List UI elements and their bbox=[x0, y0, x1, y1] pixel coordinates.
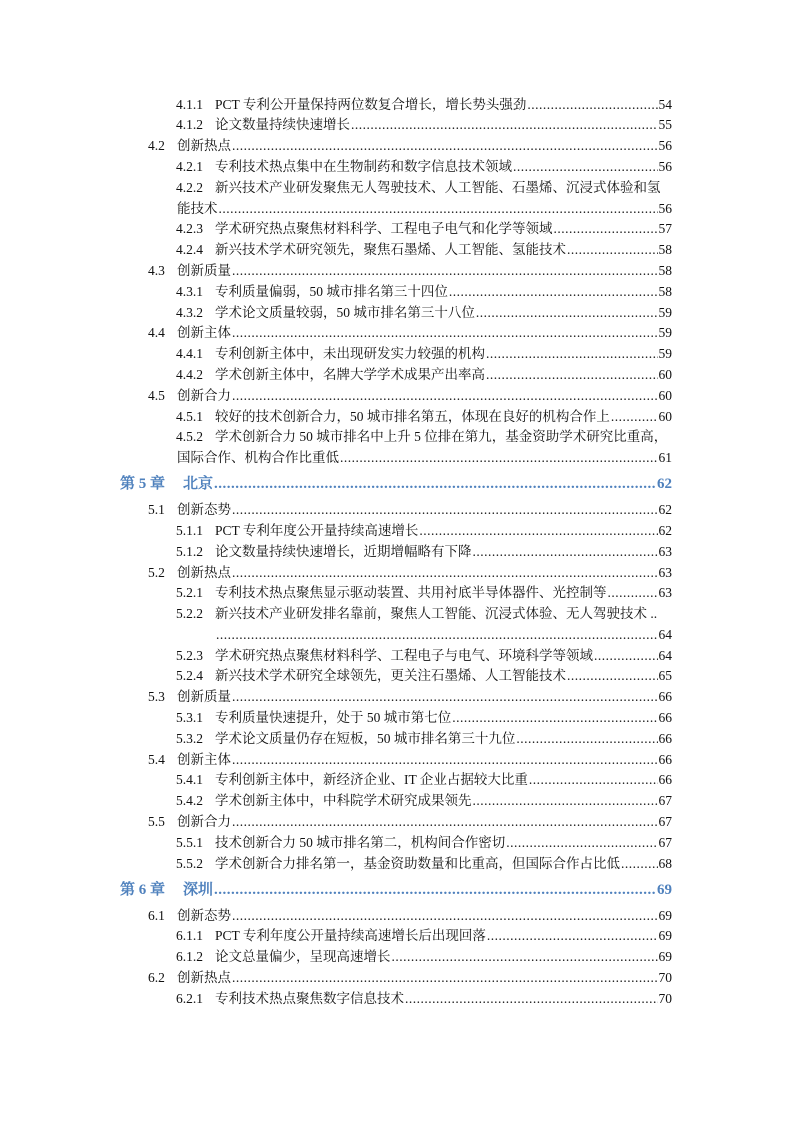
toc-section-entry[interactable] bbox=[0, 687, 793, 708]
toc-entry-number: 5.5.2 bbox=[176, 855, 203, 871]
toc-section-entry[interactable] bbox=[0, 906, 793, 927]
toc-section-entry[interactable] bbox=[0, 261, 793, 282]
toc-entry-number: 第 5 章 bbox=[120, 476, 166, 493]
toc-entry-number: 5.2 bbox=[148, 564, 165, 580]
toc-entry-page: 70 bbox=[658, 970, 672, 986]
toc-entry-body bbox=[177, 563, 672, 584]
toc-entry-number: 5.3 bbox=[148, 689, 165, 705]
toc-entry-title: 专利创新主体中，新经济企业、IT 企业占据较大比重 bbox=[215, 772, 528, 788]
toc-subsection-entry[interactable] bbox=[0, 542, 793, 563]
dot-leader bbox=[452, 708, 657, 729]
dot-leader bbox=[594, 646, 658, 667]
toc-entry-title: 创新主体 bbox=[177, 751, 231, 767]
toc-subsection-entry[interactable] bbox=[0, 729, 793, 750]
toc-entry-number: 5.4.1 bbox=[176, 772, 203, 788]
toc-entry-page: 64 bbox=[658, 647, 672, 663]
toc-subsection-entry[interactable] bbox=[0, 407, 793, 428]
dot-leader bbox=[232, 906, 658, 927]
toc-entry-number: 5.5.1 bbox=[176, 834, 203, 850]
toc-entry-page: 59 bbox=[658, 325, 672, 341]
toc-entry-title: 创新热点 bbox=[177, 970, 231, 986]
toc-entry-body bbox=[215, 833, 672, 854]
toc-entry-body bbox=[177, 750, 672, 771]
toc-entry-body bbox=[177, 323, 672, 344]
dot-leader bbox=[473, 791, 658, 812]
toc-entry-page: 63 bbox=[658, 564, 672, 580]
dot-leader bbox=[554, 219, 658, 240]
toc-entry-number: 6.1.2 bbox=[176, 949, 203, 965]
toc-entry-body bbox=[177, 386, 672, 407]
toc-entry-number: 5.2.1 bbox=[176, 585, 203, 601]
toc-entry-body bbox=[215, 708, 672, 729]
toc-entry-body bbox=[215, 427, 672, 448]
toc-section-entry[interactable] bbox=[0, 500, 793, 521]
toc-section-entry[interactable] bbox=[0, 323, 793, 344]
dot-leader bbox=[449, 282, 658, 303]
toc-entry-page: 60 bbox=[658, 387, 672, 403]
toc-entry-title: 学术研究热点聚焦材料科学、工程电子与电气、环境科学等领域 bbox=[215, 647, 593, 663]
toc-entry-body bbox=[183, 880, 672, 901]
toc-entry-title: 创新合力 bbox=[177, 387, 231, 403]
dot-leader bbox=[232, 812, 658, 833]
toc-entry-title: 较好的技术创新合力，50 城市排名第五，体现在良好的机构合作上 bbox=[215, 408, 610, 424]
dot-leader bbox=[419, 521, 657, 542]
toc-entry-title: 学术创新主体中，中科院学术研究成果领先 bbox=[215, 793, 472, 809]
dot-leader bbox=[392, 947, 658, 968]
toc-entry-page: 69 bbox=[658, 928, 672, 944]
toc-section-entry[interactable] bbox=[0, 386, 793, 407]
toc-entry-body bbox=[215, 157, 672, 178]
dot-leader bbox=[621, 854, 658, 875]
toc-entry-page: 61 bbox=[658, 450, 672, 466]
toc-subsection-entry[interactable] bbox=[0, 427, 793, 448]
toc-entry-continuation[interactable] bbox=[0, 625, 793, 646]
toc-entry-continuation[interactable] bbox=[0, 448, 793, 469]
dot-leader bbox=[486, 365, 658, 386]
toc-entry-number: 5.3.2 bbox=[176, 730, 203, 746]
toc-subsection-entry[interactable] bbox=[0, 521, 793, 542]
toc-entry-number: 4.5.2 bbox=[176, 429, 203, 445]
toc-entry-page: 58 bbox=[658, 283, 672, 299]
toc-entry-body bbox=[215, 770, 672, 791]
toc-entry-title: 专利质量偏弱，50 城市排名第三十四位 bbox=[215, 283, 448, 299]
dot-leader bbox=[516, 729, 657, 750]
toc-entry-body bbox=[177, 687, 672, 708]
dot-leader bbox=[567, 666, 658, 687]
toc-entry-page: 63 bbox=[658, 585, 672, 601]
toc-subsection-entry[interactable] bbox=[0, 178, 793, 199]
toc-entry-number: 4.3.1 bbox=[176, 283, 203, 299]
toc-entry-page: 62 bbox=[658, 522, 672, 538]
dot-leader bbox=[232, 968, 658, 989]
dot-leader bbox=[608, 583, 658, 604]
toc-entry-page: 62 bbox=[658, 502, 672, 518]
toc-entry-number: 4.2.4 bbox=[176, 242, 203, 258]
toc-entry-page: 69 bbox=[658, 907, 672, 923]
toc-entry-number: 4.2 bbox=[148, 138, 165, 154]
toc-entry-body bbox=[215, 666, 672, 687]
toc-entry-number: 4.1.2 bbox=[176, 117, 203, 133]
toc-entry-page: 59 bbox=[658, 346, 672, 362]
toc-subsection-entry[interactable] bbox=[0, 833, 793, 854]
toc-entry-number: 第 6 章 bbox=[120, 881, 166, 898]
toc-chapter-entry[interactable] bbox=[0, 474, 793, 495]
toc-entry-number: 6.2.1 bbox=[176, 990, 203, 1006]
toc-entry-body bbox=[215, 854, 672, 875]
dot-leader bbox=[214, 880, 656, 901]
toc-section-entry[interactable] bbox=[0, 968, 793, 989]
dot-leader bbox=[232, 323, 658, 344]
toc-entry-body bbox=[215, 282, 672, 303]
dot-leader bbox=[219, 199, 658, 220]
toc-entry-number: 4.1.1 bbox=[176, 96, 203, 112]
toc-entry-title: PCT 专利年度公开量持续高速增长 bbox=[215, 522, 419, 538]
toc-entry-title: 论文总量偏少，呈现高速增长 bbox=[215, 949, 391, 965]
toc-entry-body bbox=[215, 365, 672, 386]
table-of-contents bbox=[0, 95, 793, 1010]
toc-entry-body bbox=[215, 542, 672, 563]
toc-entry-title: 创新热点 bbox=[177, 138, 231, 154]
toc-entry-title: 学术创新合力排名第一，基金资助数量和比重高，但国际合作占比低 bbox=[215, 855, 620, 871]
toc-subsection-entry[interactable] bbox=[0, 219, 793, 240]
toc-entry-body bbox=[215, 521, 672, 542]
toc-entry-page: 66 bbox=[658, 710, 672, 726]
toc-entry-body bbox=[215, 303, 672, 324]
toc-entry-page: 58 bbox=[658, 262, 672, 278]
toc-entry-page: 68 bbox=[658, 855, 672, 871]
toc-entry-title: 学术论文质量较弱，50 城市排名第三十八位 bbox=[215, 304, 475, 320]
toc-entry-title: 创新态势 bbox=[177, 502, 231, 518]
toc-entry-title: 专利技术热点集中在生物制药和数字信息技术领域 bbox=[215, 158, 512, 174]
toc-entry-page: 70 bbox=[658, 990, 672, 1006]
toc-subsection-entry[interactable] bbox=[0, 604, 793, 625]
toc-subsection-entry[interactable] bbox=[0, 854, 793, 875]
toc-entry-body bbox=[177, 136, 672, 157]
toc-entry-number: 4.4.2 bbox=[176, 366, 203, 382]
dot-leader bbox=[529, 770, 658, 791]
toc-entry-body bbox=[215, 926, 672, 947]
toc-entry-page: 57 bbox=[658, 221, 672, 237]
toc-subsection-entry[interactable] bbox=[0, 791, 793, 812]
toc-entry-body bbox=[177, 812, 672, 833]
toc-entry-title: 专利技术热点聚焦数字信息技术 bbox=[215, 990, 404, 1006]
toc-entry-title: 技术创新合力 50 城市排名第二，机构间合作密切 bbox=[215, 834, 506, 850]
dot-leader bbox=[232, 386, 658, 407]
dot-leader bbox=[487, 926, 658, 947]
dot-leader bbox=[506, 833, 657, 854]
toc-entry-page: 63 bbox=[658, 543, 672, 559]
toc-subsection-entry[interactable] bbox=[0, 770, 793, 791]
toc-entry-page: 69 bbox=[657, 881, 672, 898]
toc-entry-title-continuation: 国际合作、机构合作比重低 bbox=[177, 450, 339, 466]
toc-entry-body bbox=[215, 791, 672, 812]
dot-leader bbox=[232, 261, 658, 282]
dot-leader bbox=[232, 563, 658, 584]
toc-entry-page: 58 bbox=[658, 242, 672, 258]
toc-entry-title: 新兴技术产业研发聚焦无人驾驶技术、人工智能、石墨烯、沉浸式体验和氢 bbox=[215, 179, 661, 195]
toc-entry-page: 54 bbox=[658, 96, 672, 112]
toc-entry-page: 66 bbox=[658, 730, 672, 746]
toc-entry-body bbox=[177, 906, 672, 927]
toc-entry-body bbox=[215, 604, 672, 625]
toc-subsection-entry[interactable] bbox=[0, 303, 793, 324]
toc-entry-page: 67 bbox=[658, 834, 672, 850]
dot-leader bbox=[405, 989, 658, 1010]
toc-entry-number: 6.2 bbox=[148, 970, 165, 986]
toc-subsection-entry[interactable] bbox=[0, 282, 793, 303]
dot-leader bbox=[351, 115, 658, 136]
toc-entry-page: 56 bbox=[658, 158, 672, 174]
dot-leader bbox=[476, 303, 658, 324]
toc-entry-page: 69 bbox=[658, 949, 672, 965]
toc-entry-body bbox=[177, 261, 672, 282]
toc-subsection-entry[interactable] bbox=[0, 989, 793, 1010]
toc-entry-number: 4.3 bbox=[148, 262, 165, 278]
toc-entry-title: 专利创新主体中，未出现研发实力较强的机构 bbox=[215, 346, 485, 362]
toc-entry-body bbox=[215, 240, 672, 261]
toc-entry-body bbox=[215, 407, 672, 428]
toc-entry-body bbox=[177, 968, 672, 989]
toc-subsection-entry[interactable] bbox=[0, 583, 793, 604]
dot-leader bbox=[214, 474, 656, 495]
toc-entry-page: 56 bbox=[658, 138, 672, 154]
toc-entry-number: 5.4.2 bbox=[176, 793, 203, 809]
dot-leader bbox=[527, 95, 657, 116]
toc-entry-page: 56 bbox=[658, 200, 672, 216]
toc-entry-continuation[interactable] bbox=[0, 199, 793, 220]
toc-entry-title: 新兴技术学术研究领先，聚焦石墨烯、人工智能、氢能技术 bbox=[215, 242, 566, 258]
toc-entry-number: 5.5 bbox=[148, 814, 165, 830]
toc-subsection-entry[interactable] bbox=[0, 365, 793, 386]
dot-leader bbox=[513, 157, 658, 178]
toc-subsection-entry[interactable] bbox=[0, 95, 793, 116]
toc-subsection-entry[interactable] bbox=[0, 708, 793, 729]
toc-entry-number: 4.4 bbox=[148, 325, 165, 341]
toc-subsection-entry[interactable] bbox=[0, 157, 793, 178]
toc-entry-number: 5.2.3 bbox=[176, 647, 203, 663]
toc-entry-body bbox=[215, 178, 672, 199]
toc-entry-number: 5.2.2 bbox=[176, 606, 203, 622]
toc-section-entry[interactable] bbox=[0, 812, 793, 833]
toc-entry-title: 论文数量持续快速增长，近期增幅略有下降 bbox=[215, 543, 472, 559]
toc-entry-number: 4.2.3 bbox=[176, 221, 203, 237]
toc-entry-number: 6.1.1 bbox=[176, 928, 203, 944]
toc-entry-body bbox=[177, 448, 672, 469]
toc-entry-title: 学术研究热点聚焦材料科学、工程电子电气和化学等领域 bbox=[215, 221, 553, 237]
dot-leader bbox=[340, 448, 658, 469]
toc-entry-number: 4.3.2 bbox=[176, 304, 203, 320]
toc-entry-number: 5.3.1 bbox=[176, 710, 203, 726]
toc-entry-title: 创新热点 bbox=[177, 564, 231, 580]
toc-entry-number: 5.1.2 bbox=[176, 543, 203, 559]
toc-entry-number: 4.4.1 bbox=[176, 346, 203, 362]
toc-subsection-entry[interactable] bbox=[0, 926, 793, 947]
toc-entry-page: 65 bbox=[658, 668, 672, 684]
toc-entry-body bbox=[215, 989, 672, 1010]
toc-section-entry[interactable] bbox=[0, 563, 793, 584]
toc-entry-title: 学术论文质量仍存在短板，50 城市排名第三十九位 bbox=[215, 730, 516, 746]
dot-leader bbox=[486, 344, 658, 365]
toc-entry-body bbox=[215, 344, 672, 365]
toc-subsection-entry[interactable] bbox=[0, 666, 793, 687]
toc-subsection-entry[interactable] bbox=[0, 344, 793, 365]
toc-section-entry[interactable] bbox=[0, 136, 793, 157]
toc-entry-title: 新兴技术学术研究全球领先，更关注石墨烯、人工智能技术 bbox=[215, 668, 566, 684]
toc-entry-body bbox=[215, 646, 672, 667]
toc-entry-number: 4.2.1 bbox=[176, 158, 203, 174]
toc-entry-number: 5.1.1 bbox=[176, 522, 203, 538]
toc-entry-title: PCT 专利年度公开量持续高速增长后出现回落 bbox=[215, 928, 486, 944]
toc-entry-number: 5.4 bbox=[148, 751, 165, 767]
toc-entry-page: 67 bbox=[658, 793, 672, 809]
toc-subsection-entry[interactable] bbox=[0, 240, 793, 261]
toc-entry-title: 新兴技术产业研发排名靠前，聚焦人工智能、沉浸式体验、无人驾驶技术 .. bbox=[215, 606, 658, 622]
toc-entry-number: 6.1 bbox=[148, 907, 165, 923]
dot-leader bbox=[567, 240, 658, 261]
toc-entry-number: 5.1 bbox=[148, 502, 165, 518]
toc-entry-title: 创新质量 bbox=[177, 689, 231, 705]
toc-entry-title: 学术创新合力 50 城市排名中上升 5 位排在第九，基金资助学术研究比重高， bbox=[215, 429, 668, 445]
toc-entry-body bbox=[215, 729, 672, 750]
toc-entry-body bbox=[215, 95, 672, 116]
toc-entry-title: 创新态势 bbox=[177, 907, 231, 923]
toc-entry-page: 64 bbox=[658, 626, 672, 642]
toc-entry-title: 专利技术热点聚焦显示驱动装置、共用衬底半导体器件、光控制等 bbox=[215, 585, 607, 601]
toc-subsection-entry[interactable] bbox=[0, 115, 793, 136]
dot-leader bbox=[232, 750, 658, 771]
toc-entry-page: 67 bbox=[658, 814, 672, 830]
toc-section-entry[interactable] bbox=[0, 750, 793, 771]
dot-leader bbox=[611, 407, 658, 428]
toc-entry-title: 北京 bbox=[183, 476, 214, 493]
toc-subsection-entry[interactable] bbox=[0, 947, 793, 968]
dot-leader bbox=[232, 136, 658, 157]
toc-entry-body bbox=[177, 199, 672, 220]
toc-entry-number: 5.2.4 bbox=[176, 668, 203, 684]
toc-entry-page: 60 bbox=[658, 366, 672, 382]
toc-entry-title: 深圳 bbox=[183, 881, 214, 898]
dot-leader bbox=[232, 500, 658, 521]
toc-entry-title-continuation: 能技术 bbox=[177, 200, 218, 216]
toc-entry-page: 59 bbox=[658, 304, 672, 320]
toc-entry-title: 创新质量 bbox=[177, 262, 231, 278]
dot-leader bbox=[232, 687, 658, 708]
dot-leader bbox=[216, 625, 658, 646]
toc-entry-page: 66 bbox=[658, 772, 672, 788]
toc-entry-page: 62 bbox=[657, 476, 672, 493]
toc-entry-title: 创新主体 bbox=[177, 325, 231, 341]
toc-entry-page: 66 bbox=[658, 751, 672, 767]
toc-entry-number: 4.5 bbox=[148, 387, 165, 403]
toc-entry-title: 专利质量快速提升，处于 50 城市第七位 bbox=[215, 710, 452, 726]
toc-entry-title: 学术创新主体中，名牌大学学术成果产出率高 bbox=[215, 366, 485, 382]
toc-entry-body bbox=[215, 219, 672, 240]
toc-entry-title: PCT 专利公开量保持两位数复合增长，增长势头强劲 bbox=[215, 96, 527, 112]
toc-entry-title: 创新合力 bbox=[177, 814, 231, 830]
toc-entry-number: 4.5.1 bbox=[176, 408, 203, 424]
toc-entry-page: 60 bbox=[658, 408, 672, 424]
toc-entry-title: 论文数量持续快速增长 bbox=[215, 117, 350, 133]
dot-leader bbox=[473, 542, 658, 563]
toc-entry-body bbox=[215, 947, 672, 968]
toc-entry-body bbox=[215, 583, 672, 604]
toc-chapter-entry[interactable] bbox=[0, 880, 793, 901]
toc-entry-body bbox=[215, 625, 672, 646]
toc-entry-page: 55 bbox=[658, 117, 672, 133]
toc-entry-body bbox=[183, 474, 672, 495]
toc-subsection-entry[interactable] bbox=[0, 646, 793, 667]
toc-entry-body bbox=[177, 500, 672, 521]
toc-entry-number: 4.2.2 bbox=[176, 179, 203, 195]
toc-entry-page: 66 bbox=[658, 689, 672, 705]
toc-entry-body bbox=[215, 115, 672, 136]
